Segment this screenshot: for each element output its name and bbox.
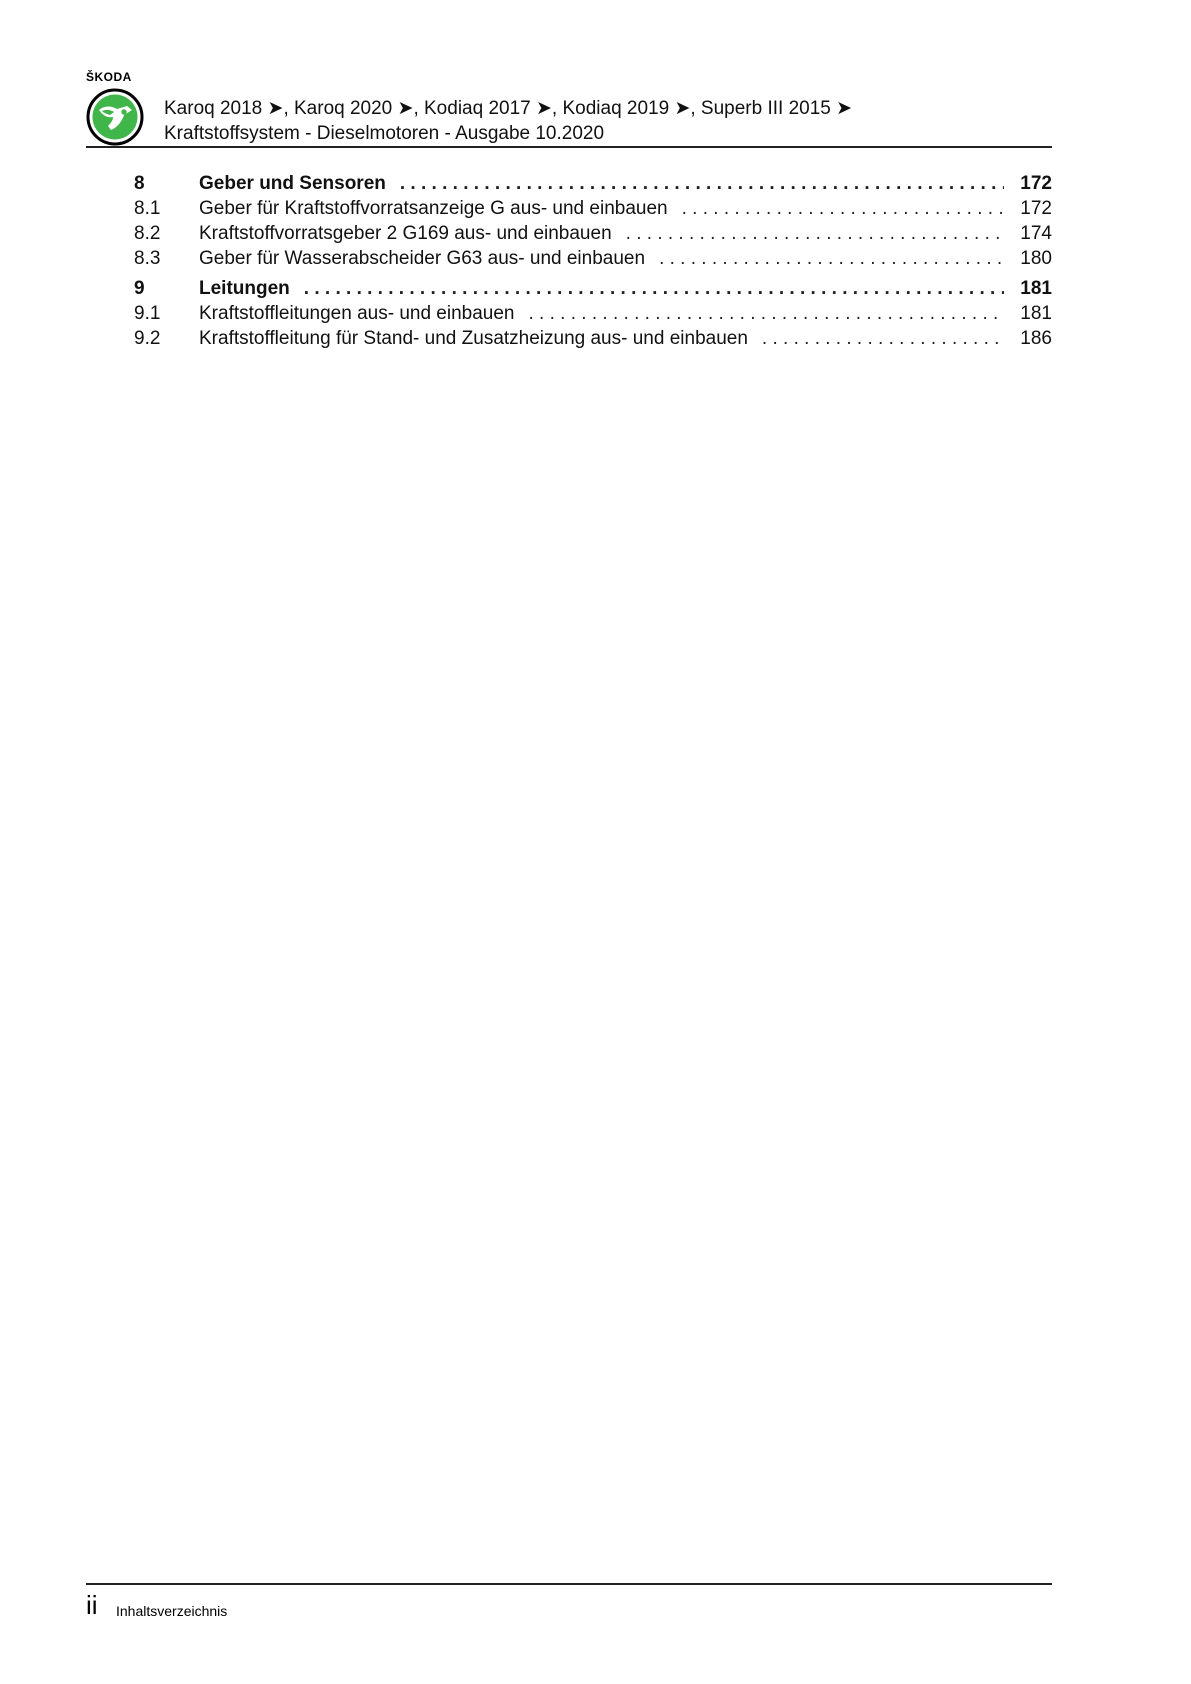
toc-number: 8 [134,173,145,194]
toc-title: Kraftstoffvorratsgeber 2 G169 aus- und einbauen [199,223,612,244]
toc-number: 8.2 [134,223,161,244]
toc-number: 9.2 [134,328,161,349]
footer-section-label: Inhaltsverzeichnis [116,1603,228,1619]
toc-page-number: 172 [1020,198,1052,219]
toc-leader-dots [682,196,1004,221]
toc-title: Leitungen [199,278,290,299]
footer-divider [86,1583,1052,1585]
toc-title: Geber für Wasserabscheider G63 aus- und einbauen [199,248,646,269]
toc-page-number: 186 [1020,328,1052,349]
toc-number: 9.1 [134,303,161,324]
toc-title: Geber und Sensoren [199,173,386,194]
toc-section-9-2[interactable] [134,326,1052,351]
toc-leader-dots [626,221,1004,246]
brand-wordmark: ŠKODA [86,70,132,84]
toc-title: Geber für Kraftstoffvorratsanzeige G aus- und einbauen [199,198,668,219]
document-header [164,96,852,146]
toc-title: Kraftstoffleitungen aus- und einbauen [199,303,515,324]
toc-page-number: 174 [1020,223,1052,244]
header-divider [86,146,1052,148]
toc-chapter-9[interactable] [134,276,1052,301]
toc-page-number: 172 [1020,173,1052,194]
vehicle-models: Karoq 2018 ➤, Karoq 2020 ➤, Kodiaq 2017 ➤, Kodiaq 2019 ➤, Superb III 2015 ➤ [164,98,853,119]
toc-page-number: 180 [1020,248,1052,269]
document-subtitle: Kraftstoffsystem - Dieselmotoren - Ausgabe 10.2020 [164,123,605,144]
toc-number: 8.1 [134,198,161,219]
toc-leader-dots [400,171,1004,196]
toc-section-8-2[interactable] [134,221,1052,246]
toc-page-number: 181 [1020,303,1052,324]
toc-chapter-8[interactable] [134,171,1052,196]
toc-page-number: 181 [1020,278,1052,299]
toc-number: 9 [134,278,145,299]
toc-section-8-3[interactable] [134,246,1052,271]
skoda-logo-icon [86,88,144,146]
toc-section-8-1[interactable] [134,196,1052,221]
toc-leader-dots [659,246,1004,271]
toc-number: 8.3 [134,248,161,269]
toc-leader-dots [762,326,1004,351]
toc-section-9-1[interactable] [134,301,1052,326]
toc-leader-dots [529,301,1005,326]
toc-title: Kraftstoffleitung für Stand- und Zusatzheizung aus- und einbauen [199,328,748,349]
table-of-contents [134,171,1052,351]
footer-page-number: ii [86,1590,98,1620]
toc-leader-dots [304,276,1004,301]
